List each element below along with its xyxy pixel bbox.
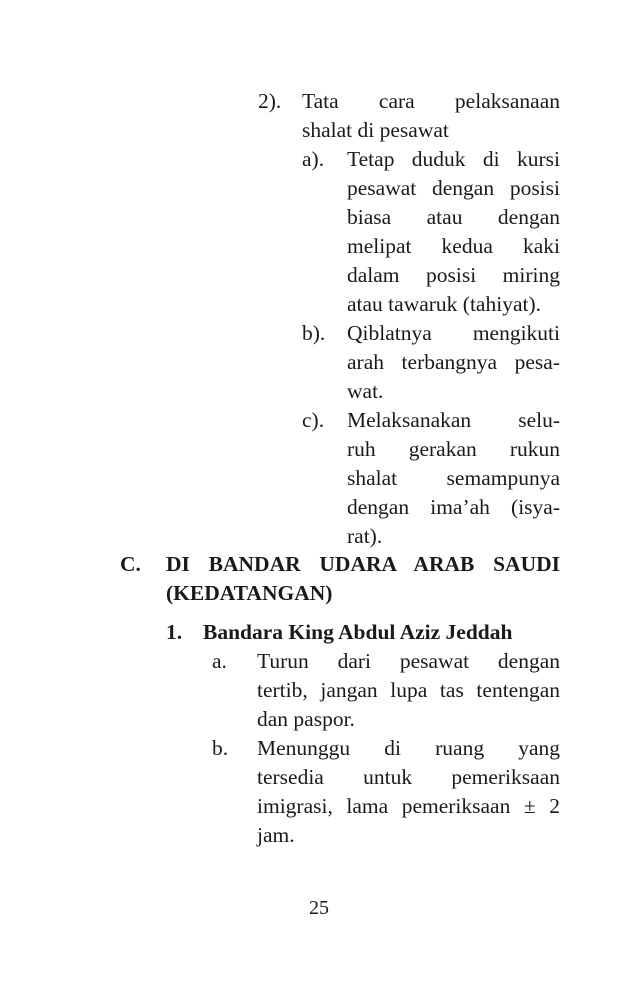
item-text-line: dan paspor. [257,707,355,731]
item-text-line: jam. [257,823,295,847]
item-text-line: arah terbangnya pesa- [347,350,560,374]
heading-line: DI BANDAR UDARA ARAB SAUDI [166,552,560,576]
item-text-line: Tata cara pelaksanaan [302,89,560,113]
item-text-line: Menunggu di ruang yang [257,736,560,760]
item-text-line: Qiblatnya mengikuti [347,321,560,345]
list-marker: 2). [258,89,282,113]
list-marker: b). [302,321,326,345]
item-text-line: biasa atau dengan [347,205,560,229]
item-text-line: Tetap duduk di kursi [347,147,560,171]
list-marker: a). [302,147,325,171]
item-text-line: ruh gerakan rukun [347,437,560,461]
item-text-line: dengan ima’ah (isya- [347,495,560,519]
item-text-line: rat). [347,524,383,548]
subsection-title: Bandara King Abdul Aziz Jeddah [203,620,513,644]
item-text-line: shalat di pesawat [302,118,449,142]
page-number: 25 [309,897,329,919]
list-marker: 1. [166,620,183,644]
item-text-line: dalam posisi miring [347,263,560,287]
heading-line: (KEDATANGAN) [166,581,333,605]
item-text-line: Melaksanakan selu- [347,408,560,432]
item-text-line: Turun dari pesawat dengan [257,649,560,673]
list-marker: b. [212,736,229,760]
section-marker: C. [120,552,141,576]
item-text-line: tertib, jangan lupa tas tentengan [257,678,560,702]
list-marker: a. [212,649,227,673]
list-marker: c). [302,408,325,432]
item-text-line: wat. [347,379,384,403]
item-text-line: tersedia untuk pemeriksaan [257,765,560,789]
item-text-line: shalat semampunya [347,466,560,490]
item-text-line: melipat kedua kaki [347,234,560,258]
item-text-line: pesawat dengan posisi [347,176,560,200]
item-text-line: imigrasi, lama pemeriksaan ± 2 [257,794,560,818]
item-text-line: atau tawaruk (tahiyat). [347,292,542,316]
